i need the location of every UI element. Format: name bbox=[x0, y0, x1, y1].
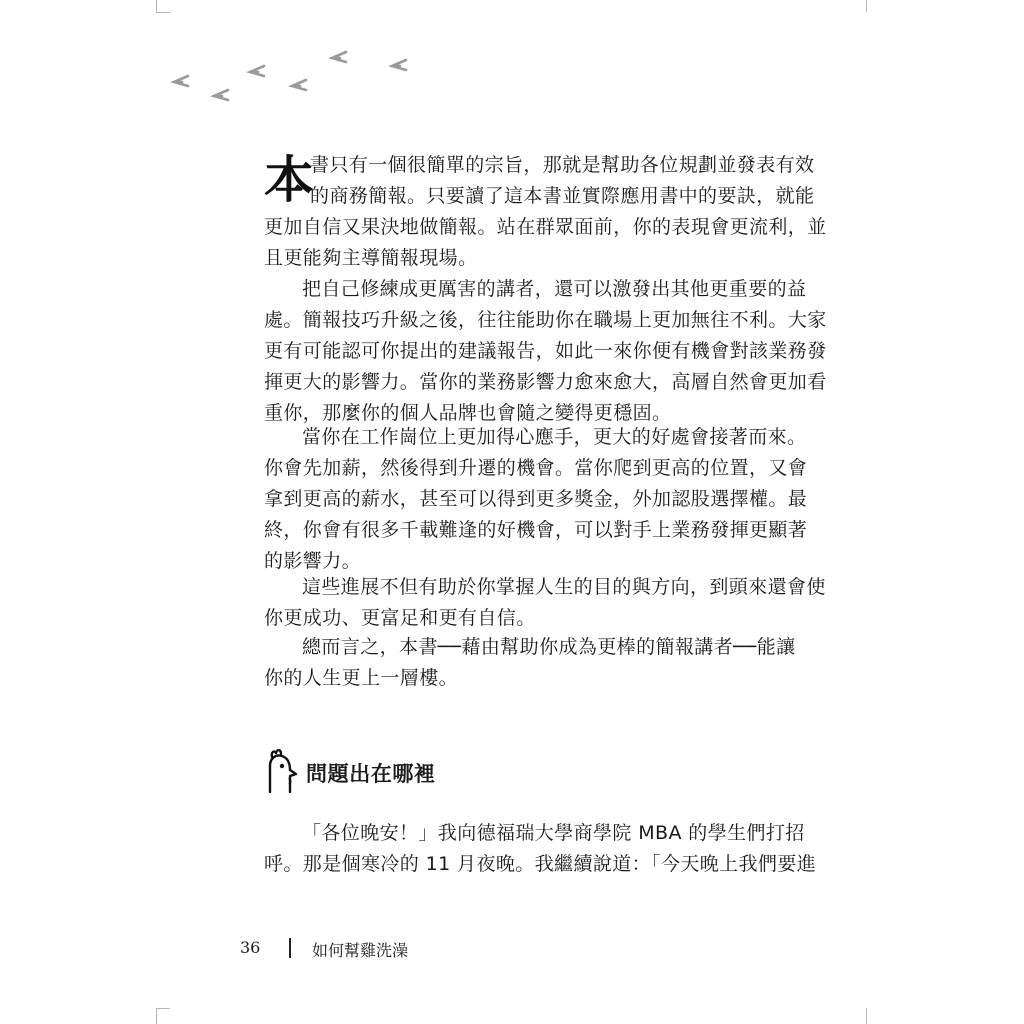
section-title: 問題出在哪裡 bbox=[306, 762, 436, 786]
paragraph-line: 處。簡報技巧升級之後，往往能助你在職場上更加無往不利。大家 bbox=[264, 309, 827, 331]
crop-mark-bottom-left-v bbox=[156, 1008, 157, 1024]
paragraph-line: 揮更大的影響力。當你的業務影響力愈來愈大，高層自然會更加看 bbox=[264, 371, 827, 393]
running-title: 如何幫雞洗澡 bbox=[312, 941, 409, 960]
paragraph-line: 你更成功、更富足和更有自信。 bbox=[264, 607, 536, 629]
paragraph-line: 總而言之，本書──藉由幫助你成為更棒的簡報講者──能讓 bbox=[302, 636, 796, 658]
crop-mark-bottom-left-h bbox=[156, 1008, 170, 1009]
section-paragraph bbox=[264, 818, 817, 880]
paragraph-line: 當你在工作崗位上更加得心應手，更大的好處會接著而來。 bbox=[302, 426, 807, 448]
paragraph-line: 你會先加薪，然後得到升遷的機會。當你爬到更高的位置，又會 bbox=[264, 457, 808, 479]
intro-line: 且更能夠主導簡報現場。 bbox=[264, 247, 478, 269]
paragraph-line: 把自己修練成更厲害的講者，還可以激發出其他更重要的益 bbox=[302, 278, 807, 300]
intro-line: 更加自信又果決地做簡報。站在群眾面前，你的表現會更流利，並 bbox=[264, 216, 827, 238]
body-paragraph bbox=[264, 274, 827, 429]
paragraph-line: 這些進展不但有助於你掌握人生的目的與方向，到頭來還會使 bbox=[302, 576, 826, 598]
flying-birds-icon bbox=[160, 40, 420, 110]
page-number: 36 bbox=[240, 938, 261, 957]
chicken-head-icon bbox=[262, 748, 298, 794]
paragraph-line: 「各位晚安！」我向德福瑞大學商學院 MBA 的學生們打招 bbox=[302, 822, 805, 844]
paragraph-line: 終，你會有很多千載難逢的好機會，可以對手上業務發揮更顯著 bbox=[264, 519, 808, 541]
paragraph-line: 更有可能認可你提出的建議報告，如此一來你便有機會對該業務發 bbox=[264, 340, 827, 362]
paragraph-line: 拿到更高的薪水，甚至可以得到更多獎金，外加認股選擇權。最 bbox=[264, 488, 808, 510]
paragraph-line: 重你，那麼你的個人品牌也會隨之變得更穩固。 bbox=[264, 402, 672, 424]
paragraph-line: 呼。那是個寒冷的 11 月夜晚。我繼續說道：「今天晚上我們要進 bbox=[264, 853, 817, 875]
intro-line: 書只有一個很簡單的宗旨，那就是幫助各位規劃並發表有效 bbox=[310, 154, 815, 176]
body-paragraph bbox=[264, 632, 796, 694]
crop-mark-top-left-v bbox=[156, 12, 170, 13]
crop-mark-top-right bbox=[866, 0, 867, 12]
paragraph-line: 你的人生更上一層樓。 bbox=[264, 667, 459, 689]
footer-divider bbox=[289, 938, 291, 958]
paragraph-line: 的影響力。 bbox=[264, 550, 362, 572]
intro-line: 的商務簡報。只要讀了這本書並實際應用書中的要訣，就能 bbox=[310, 185, 815, 207]
crop-mark-top-left-h bbox=[156, 0, 157, 12]
crop-mark-bottom-right bbox=[866, 1008, 867, 1024]
drop-cap: 本 bbox=[264, 151, 314, 209]
body-paragraph bbox=[264, 422, 808, 577]
intro-paragraph bbox=[264, 150, 827, 274]
body-paragraph bbox=[264, 572, 826, 634]
